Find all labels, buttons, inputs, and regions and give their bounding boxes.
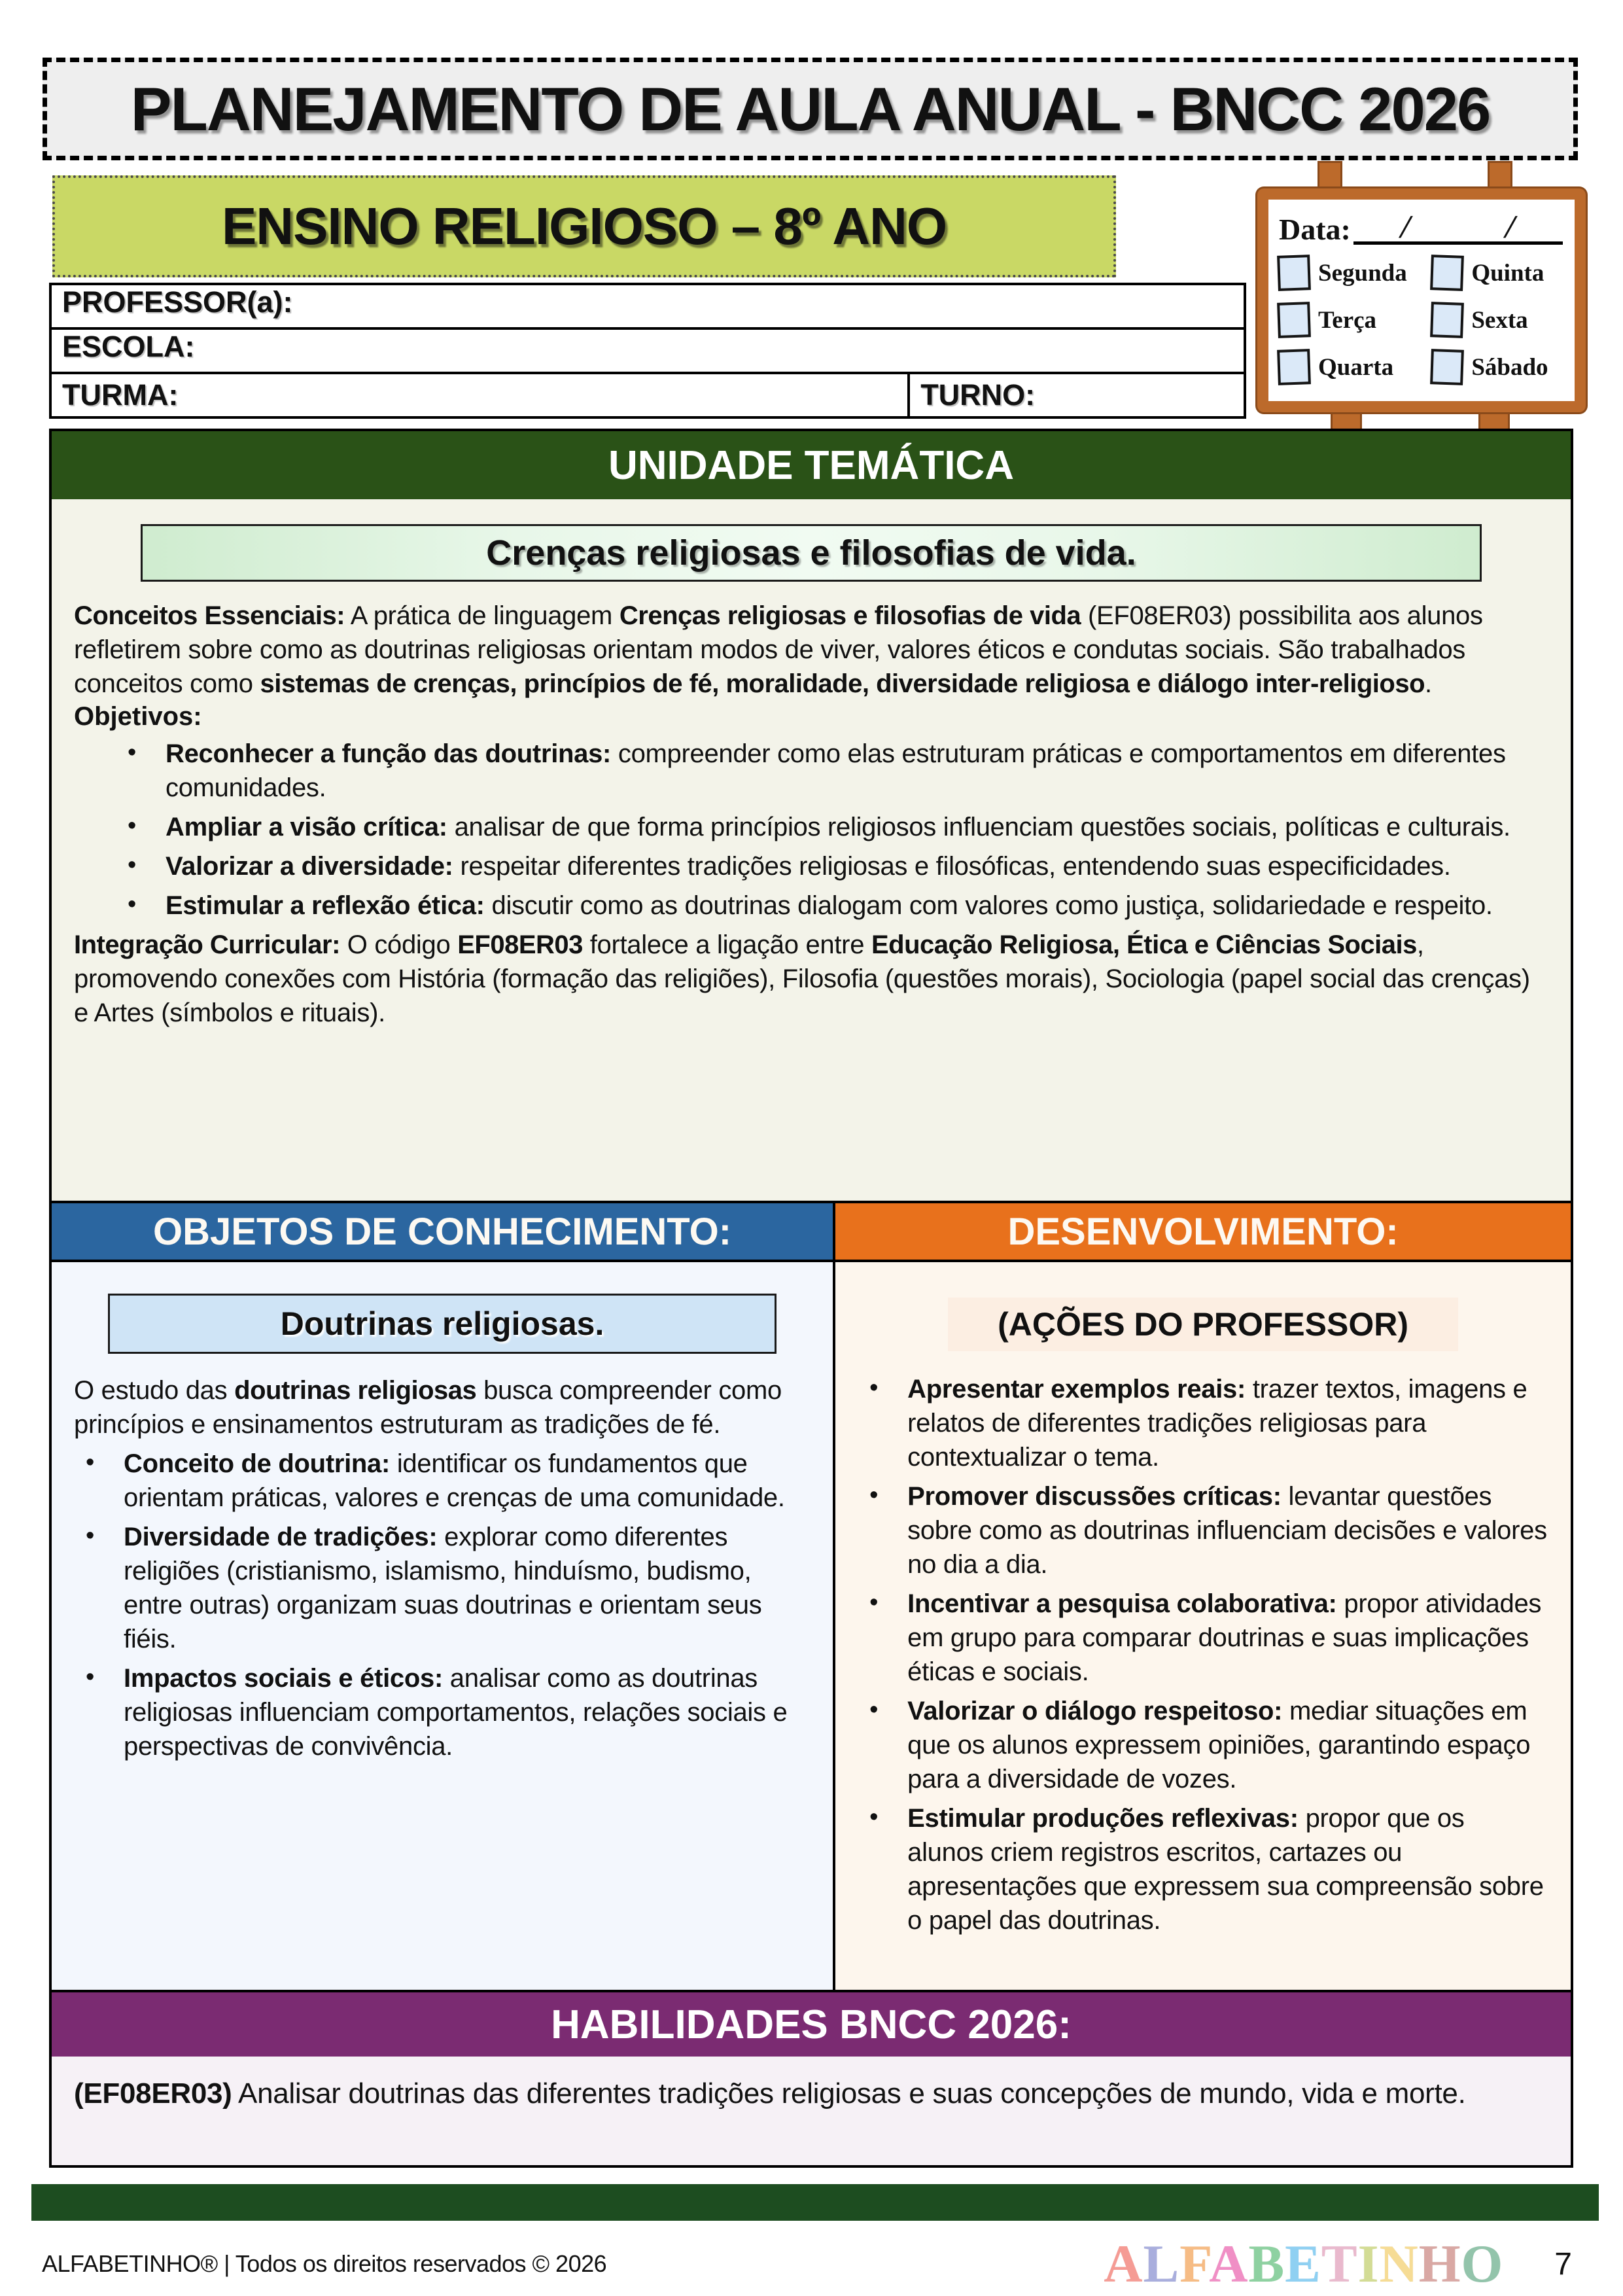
day-label: Quinta xyxy=(1471,259,1544,287)
columns-body xyxy=(52,1262,1571,1990)
desenvolvimento-list xyxy=(835,1372,1571,1937)
objetivos-label: Objetivos: xyxy=(74,702,202,731)
turno-cell xyxy=(910,374,1244,416)
day-checkbox[interactable] xyxy=(1277,302,1311,338)
objetos-column xyxy=(52,1262,835,1990)
habilidades-header xyxy=(52,1990,1571,2057)
escola-field[interactable] xyxy=(195,330,1244,372)
conceitos-paragraph: Conceitos Essenciais: A prática de linguagem Crenças religiosas e filosofias de vida (EF08ER03) possibilita aos alunos refletirem sobre como as doutrinas religiosas orientam modos de viver, valores éticos e condutas sociais. São trabalhados conceitos como sistemas de crenças, princípios de fé, moralidade, diversidade religiosa e diálogo inter-religioso. xyxy=(74,601,1483,698)
desenvolvimento-column xyxy=(835,1262,1571,1990)
bullet-item xyxy=(86,1661,826,1763)
bullet-dot: • xyxy=(128,812,137,839)
day-label: Segunda xyxy=(1318,259,1407,287)
logo-letter: A xyxy=(1209,2234,1249,2293)
date-slash: / xyxy=(1397,208,1414,245)
main-content xyxy=(49,429,1573,2168)
day-checkbox[interactable] xyxy=(1430,302,1464,338)
logo-letter: I xyxy=(1357,2234,1380,2293)
day-label: Sexta xyxy=(1471,306,1528,334)
bullet-dot: • xyxy=(869,1481,879,1509)
objetivos-list xyxy=(52,737,1571,923)
day-label: Sábado xyxy=(1471,353,1548,381)
habilidades-title: HABILIDADES BNCC 2026: xyxy=(551,2002,1072,2047)
date-row xyxy=(1279,206,1563,245)
page-title: PLANEJAMENTO DE AULA ANUAL - BNCC 2026 xyxy=(130,74,1490,143)
escola-row xyxy=(52,330,1244,374)
day-checkbox[interactable] xyxy=(1277,349,1311,385)
date-slash: / xyxy=(1502,208,1519,245)
turno-label: TURNO: xyxy=(920,378,1036,412)
conceitos-lead: Conceitos Essenciais: xyxy=(74,601,345,630)
bullet-text: Apresentar exemplos reais: trazer textos, imagens e relatos de diferentes tradições religiosas para contextualizar o tema. xyxy=(907,1375,1527,1472)
day-option xyxy=(1431,349,1565,385)
professor-field[interactable] xyxy=(293,285,1244,327)
date-board xyxy=(1257,161,1586,412)
day-label: Terça xyxy=(1318,306,1377,334)
bullet-dot: • xyxy=(86,1522,95,1549)
integracao-paragraph: Integração Curricular: O código EF08ER03 fortalece a ligação entre Educação Religiosa, Ética e Ciências Sociais, promovendo conexões com História (formação das religiões), Filosofia (questões morais), Sociologia (papel social das crenças) e Artes (símbolos e rituais). xyxy=(74,930,1530,1027)
day-label: Quarta xyxy=(1318,353,1394,381)
bullet-dot: • xyxy=(869,1696,879,1723)
bullet-text: Reconhecer a função das doutrinas: compreender como elas estruturam práticas e comportamentos em diferentes comunidades. xyxy=(166,739,1506,802)
logo-letter: A xyxy=(1104,2234,1143,2293)
logo-letter: H xyxy=(1418,2234,1461,2293)
bullet-dot: • xyxy=(128,851,137,879)
turma-turno-row xyxy=(52,374,1244,416)
bullet-item xyxy=(128,849,1564,883)
objetos-list xyxy=(52,1447,833,1763)
subject-banner xyxy=(52,175,1116,277)
bullet-item xyxy=(869,1372,1564,1474)
day-checkbox[interactable] xyxy=(1430,349,1464,385)
doutrinas-box: Doutrinas religiosas. xyxy=(108,1294,777,1354)
bullet-dot: • xyxy=(128,739,137,766)
day-checkbox[interactable] xyxy=(1277,255,1311,291)
date-fill-line[interactable] xyxy=(1353,206,1563,245)
bullet-text: Ampliar a visão crítica: analisar de que forma princípios religiosos influenciam questões sociais, políticas e culturais. xyxy=(166,813,1510,841)
bullet-text: Conceito de doutrina: identificar os fundamentos que orientam práticas, valores e crenças de uma comunidade. xyxy=(124,1449,785,1512)
columns-header-row xyxy=(52,1201,1571,1262)
footer xyxy=(0,2225,1623,2296)
logo-letter: T xyxy=(1321,2234,1358,2293)
tema-title: Crenças religiosas e filosofias de vida. xyxy=(486,533,1136,573)
turma-cell xyxy=(52,374,910,416)
habilidades-section xyxy=(52,2057,1571,2165)
bullet-dot: • xyxy=(869,1374,879,1402)
subject-title: ENSINO RELIGIOSO – 8º ANO xyxy=(221,197,947,255)
integracao-lead: Integração Curricular: xyxy=(74,930,340,959)
copyright-text: ALFABETINHO® | Todos os direitos reservados © 2026 xyxy=(42,2250,607,2277)
professor-row xyxy=(52,285,1244,330)
day-option xyxy=(1278,349,1428,385)
logo-letter: O xyxy=(1461,2234,1504,2293)
habilidade-text: Analisar doutrinas das diferentes tradições religiosas e suas concepções de mundo, vida e morte. xyxy=(232,2077,1466,2110)
desenvolvimento-header: DESENVOLVIMENTO: xyxy=(835,1203,1571,1260)
page-number: 7 xyxy=(1554,2246,1572,2282)
bullet-text: Estimular a reflexão ética: discutir como as doutrinas dialogam com valores como justiça, solidariedade e respeito. xyxy=(166,891,1493,920)
bullet-text: Diversidade de tradições: explorar como diferentes religiões (cristianismo, islamismo, hinduísmo, budismo, entre outras) organizam suas doutrinas e orientam seus fiéis. xyxy=(124,1523,762,1653)
bullet-item xyxy=(869,1587,1564,1689)
logo-letter: L xyxy=(1143,2234,1180,2293)
weekday-checkbox-grid xyxy=(1278,255,1565,385)
bullet-text: Incentivar a pesquisa colaborativa: propor atividades em grupo para comparar doutrinas e suas implicações éticas e sociais. xyxy=(907,1589,1542,1686)
logo-letter: B xyxy=(1248,2234,1285,2293)
escola-label: ESCOLA: xyxy=(62,330,195,363)
bullet-dot: • xyxy=(869,1589,879,1616)
objetos-header: OBJETOS DE CONHECIMENTO: xyxy=(52,1203,835,1260)
bullet-item xyxy=(869,1479,1564,1581)
bullet-item xyxy=(86,1520,826,1656)
professor-label: PROFESSOR(a): xyxy=(62,285,293,319)
bullet-dot: • xyxy=(86,1449,95,1476)
info-form xyxy=(49,283,1246,419)
unidade-tematica-title: UNIDADE TEMÁTICA xyxy=(608,442,1014,488)
objetos-intro: O estudo das doutrinas religiosas busca compreender como princípios e ensinamentos estruturam as tradições de fé. xyxy=(74,1376,782,1439)
bullet-text: Estimular produções reflexivas: propor que os alunos criem registros escritos, cartazes ou apresentações que expressem sua compreensão sobre o papel das doutrinas. xyxy=(907,1804,1544,1935)
bullet-item xyxy=(86,1447,826,1515)
day-option xyxy=(1431,302,1565,338)
bullet-item xyxy=(869,1801,1564,1937)
bullet-text: Valorizar a diversidade: respeitar diferentes tradições religiosas e filosóficas, entendendo suas especificidades. xyxy=(166,852,1451,881)
day-option xyxy=(1431,255,1565,291)
turma-field[interactable] xyxy=(178,374,907,416)
bullet-item xyxy=(869,1694,1564,1796)
habilidade-code: (EF08ER03) xyxy=(74,2077,232,2110)
bullet-text: Impactos sociais e éticos: analisar como as doutrinas religiosas influenciam comportamentos, relações sociais e perspectivas de convivência. xyxy=(124,1664,788,1761)
tema-box xyxy=(141,524,1482,582)
date-label: Data: xyxy=(1279,213,1351,246)
bullet-item xyxy=(128,737,1564,805)
bullet-dot: • xyxy=(86,1663,95,1691)
turma-label: TURMA: xyxy=(62,378,179,412)
day-option xyxy=(1278,255,1428,291)
logo-letter: N xyxy=(1379,2234,1419,2293)
acoes-professor-box: (AÇÕES DO PROFESSOR) xyxy=(948,1298,1458,1351)
title-box xyxy=(43,58,1578,160)
logo-letter: E xyxy=(1285,2234,1321,2293)
unidade-tematica-section xyxy=(52,499,1571,1201)
bullet-text: Valorizar o diálogo respeitoso: mediar situações em que os alunos expressem opiniões, garantindo espaço para a diversidade de vozes. xyxy=(907,1697,1531,1793)
bullet-dot: • xyxy=(869,1803,879,1831)
day-checkbox[interactable] xyxy=(1430,255,1464,291)
footer-divider-bar xyxy=(31,2184,1599,2221)
unidade-tematica-header xyxy=(52,431,1571,499)
bullet-dot: • xyxy=(128,891,137,918)
bullet-item xyxy=(128,889,1564,923)
alfabetinho-logo xyxy=(1104,2234,1504,2293)
bullet-text: Promover discussões críticas: levantar questões sobre como as doutrinas influenciam decisões e valores no dia a dia. xyxy=(907,1482,1547,1579)
date-board-face xyxy=(1257,188,1586,412)
logo-letter: F xyxy=(1179,2234,1210,2293)
day-option xyxy=(1278,302,1428,338)
turno-field[interactable] xyxy=(1035,374,1244,416)
bullet-item xyxy=(128,810,1564,844)
